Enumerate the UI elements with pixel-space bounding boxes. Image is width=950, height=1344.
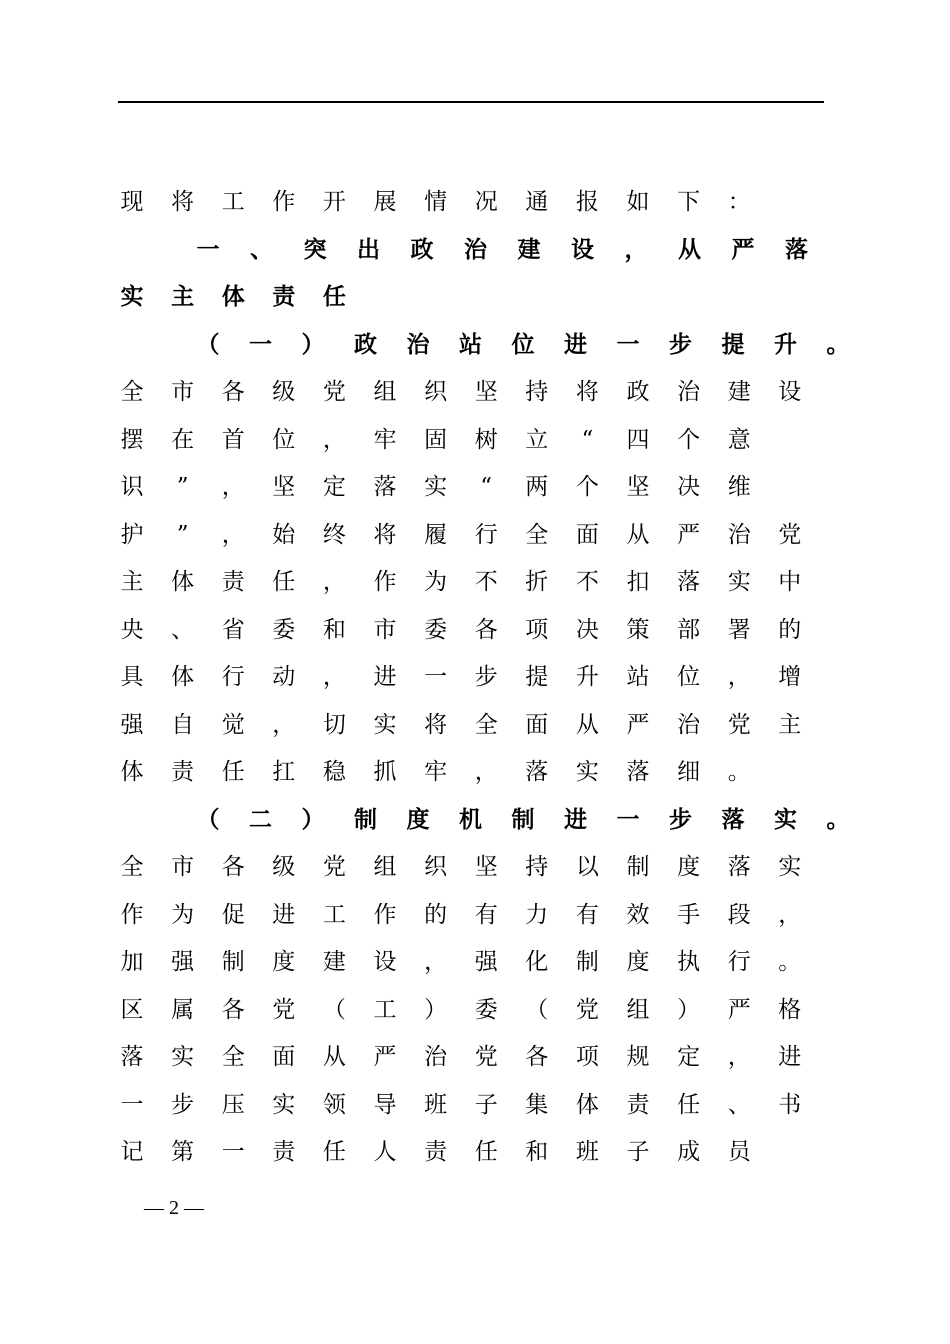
glyph: 维: [727, 474, 751, 500]
glyph: 履: [424, 521, 448, 548]
glyph: 化: [525, 949, 549, 975]
glyph: 首: [221, 426, 245, 453]
glyph: 党: [322, 379, 346, 405]
glyph: 扣: [626, 569, 650, 595]
glyph: 为: [171, 901, 195, 928]
glyph: 央: [120, 616, 144, 643]
glyph: 党: [322, 854, 346, 880]
glyph: 强: [120, 711, 144, 738]
glyph: 始: [272, 521, 296, 548]
glyph: 第: [171, 1139, 195, 1165]
glyph: ，: [778, 901, 802, 928]
glyph: 两: [525, 474, 549, 500]
section-heading-line: [0, 277, 950, 317]
glyph: 提: [525, 664, 549, 690]
glyph: “: [581, 426, 594, 453]
glyph: 落: [120, 1044, 144, 1070]
glyph: 进: [564, 330, 587, 358]
glyph: 步: [669, 330, 692, 358]
glyph: 实: [774, 805, 797, 833]
glyph: 一: [616, 805, 640, 833]
glyph: 党: [778, 521, 802, 548]
glyph: 将: [373, 521, 397, 548]
glyph: 不: [474, 569, 498, 595]
glyph: 、: [171, 616, 195, 643]
glyph: 扛: [272, 759, 296, 785]
glyph: 。: [826, 805, 850, 833]
glyph: 班: [575, 1139, 599, 1165]
glyph: 折: [525, 569, 549, 595]
glyph: 持: [525, 379, 549, 405]
glyph: 和: [525, 1139, 549, 1165]
subheading-line: [0, 325, 950, 365]
glyph: 班: [424, 1091, 448, 1118]
glyph: 书: [778, 1091, 802, 1118]
glyph: 设: [373, 949, 397, 975]
glyph: 升: [774, 330, 797, 358]
glyph: 度: [272, 949, 296, 975]
glyph: 从: [575, 711, 599, 738]
glyph: 力: [525, 901, 549, 928]
glyph: 位: [677, 664, 701, 690]
glyph: 效: [626, 901, 650, 928]
glyph: 步: [474, 664, 498, 690]
glyph: 通: [525, 189, 549, 215]
glyph: 全: [525, 521, 549, 548]
glyph: 实: [272, 1091, 296, 1118]
glyph: 体: [120, 759, 144, 785]
glyph: ”: [176, 474, 189, 500]
glyph: 度: [626, 949, 650, 975]
glyph: 落: [626, 759, 650, 785]
glyph: 委: [272, 616, 296, 643]
glyph: 各: [221, 854, 245, 880]
glyph: 将: [424, 711, 448, 738]
glyph: 部: [677, 616, 701, 643]
glyph: 现: [120, 189, 144, 215]
glyph: 位: [511, 330, 535, 358]
glyph: 领: [322, 1091, 346, 1118]
glyph: 市: [373, 616, 397, 643]
glyph: 级: [272, 379, 296, 405]
glyph: 党: [474, 1044, 498, 1070]
glyph: 站: [626, 664, 650, 690]
glyph: 强: [474, 949, 498, 975]
glyph: 区: [120, 996, 144, 1023]
glyph: 的: [424, 901, 448, 928]
glyph: 各: [221, 379, 245, 405]
glyph: 落: [677, 569, 701, 595]
glyph: 突: [303, 235, 327, 263]
glyph: 实: [727, 569, 751, 595]
glyph: 情: [424, 189, 448, 215]
glyph: 度: [677, 854, 701, 880]
glyph: 政: [626, 379, 650, 405]
glyph: 意: [727, 426, 751, 453]
glyph: 主: [171, 283, 195, 310]
glyph: 格: [778, 996, 802, 1023]
glyph: 以: [575, 854, 599, 880]
paragraph-line: [0, 420, 950, 460]
section-heading-line: [0, 230, 950, 270]
glyph: 细: [677, 759, 701, 785]
glyph: 况: [474, 189, 498, 215]
glyph: 体: [575, 1091, 599, 1118]
glyph: 各: [221, 996, 245, 1023]
glyph: 进: [778, 1044, 802, 1070]
glyph: 建: [517, 235, 541, 263]
glyph: 位: [272, 426, 296, 453]
glyph: 有: [474, 901, 498, 928]
glyph: ，: [221, 474, 245, 500]
glyph: ，: [624, 235, 648, 263]
glyph: 实: [373, 711, 397, 738]
glyph: 度: [406, 805, 430, 833]
glyph: 治: [424, 1044, 448, 1070]
glyph: ，: [221, 521, 245, 548]
glyph: 任: [221, 759, 245, 785]
paragraph-line: [0, 990, 950, 1030]
glyph: 属: [171, 996, 195, 1023]
glyph: 坚: [474, 379, 498, 405]
glyph: 树: [474, 426, 498, 453]
glyph: 市: [171, 854, 195, 880]
glyph: 全: [221, 1044, 245, 1070]
paragraph-line: [0, 467, 950, 507]
glyph: ）: [677, 996, 701, 1023]
glyph: 严: [731, 235, 755, 263]
glyph: ，: [322, 569, 346, 595]
glyph: 实: [778, 854, 802, 880]
glyph: 署: [727, 616, 751, 643]
glyph: 展: [373, 189, 397, 215]
paragraph-line: [0, 895, 950, 935]
glyph: 、: [727, 1091, 751, 1118]
glyph: 任: [272, 569, 296, 595]
glyph: 全: [120, 854, 144, 880]
glyph: 成: [677, 1139, 701, 1165]
glyph: 。: [727, 759, 751, 785]
glyph: 省: [221, 616, 245, 643]
glyph: 实: [575, 759, 599, 785]
glyph: 摆: [120, 426, 144, 453]
glyph: 进: [373, 664, 397, 690]
glyph: 出: [357, 235, 380, 263]
glyph: 四: [626, 426, 650, 453]
glyph: ，: [322, 426, 346, 453]
glyph: ”: [176, 521, 189, 548]
glyph: 员: [727, 1139, 751, 1165]
glyph: 实: [120, 283, 144, 310]
glyph: 的: [778, 616, 802, 643]
glyph: 一: [424, 664, 448, 690]
glyph: 稳: [322, 759, 346, 785]
glyph: 组: [626, 996, 650, 1023]
glyph: 抓: [373, 759, 397, 785]
glyph: 制: [575, 949, 599, 975]
glyph: 党: [575, 996, 599, 1023]
glyph: 严: [626, 711, 650, 738]
glyph: 治: [464, 235, 487, 263]
glyph: 牢: [373, 426, 397, 453]
glyph: 规: [626, 1044, 650, 1070]
glyph: 作: [373, 569, 397, 595]
glyph: 切: [322, 711, 346, 738]
glyph: 二: [249, 805, 272, 833]
glyph: 体: [171, 664, 195, 690]
paragraph-line: [0, 942, 950, 982]
glyph: 压: [221, 1091, 245, 1118]
glyph: 落: [785, 235, 808, 263]
glyph: 记: [120, 1139, 144, 1165]
glyph: 责: [272, 283, 296, 310]
glyph: 定: [322, 474, 346, 500]
glyph: 落: [721, 805, 745, 833]
page-number: — 2 —: [144, 1197, 204, 1219]
glyph: 责: [221, 569, 245, 595]
glyph: 提: [721, 330, 745, 358]
glyph: 在: [171, 426, 195, 453]
glyph: 人: [373, 1139, 397, 1165]
glyph: 责: [272, 1139, 296, 1165]
glyph: 责: [424, 1139, 448, 1165]
paragraph-line: [0, 1085, 950, 1125]
glyph: 行: [221, 664, 245, 690]
glyph: 报: [575, 189, 599, 215]
glyph: 增: [778, 664, 802, 690]
glyph: 手: [677, 901, 701, 928]
glyph: 决: [677, 474, 701, 500]
glyph: （: [322, 996, 346, 1023]
glyph: 党: [272, 996, 296, 1023]
glyph: 强: [171, 949, 195, 975]
glyph: 组: [373, 854, 397, 880]
glyph: 任: [677, 1091, 701, 1118]
glyph: 定: [677, 1044, 701, 1070]
glyph: ）: [301, 330, 325, 358]
glyph: 制: [626, 854, 650, 880]
paragraph-line: [0, 752, 950, 792]
glyph: 坚: [272, 474, 296, 500]
glyph: 动: [272, 664, 296, 690]
glyph: 各: [525, 1044, 549, 1070]
glyph: 作: [120, 901, 144, 928]
glyph: 工: [322, 901, 346, 928]
glyph: 作: [373, 901, 397, 928]
glyph: 责: [626, 1091, 650, 1118]
glyph: 面: [272, 1044, 296, 1070]
glyph: 一: [616, 330, 640, 358]
glyph: 机: [459, 805, 482, 833]
glyph: 织: [424, 379, 448, 405]
glyph: 开: [322, 189, 346, 215]
glyph: 制: [221, 949, 245, 975]
glyph: 站: [459, 330, 482, 358]
glyph: ：: [727, 189, 751, 215]
glyph: 政: [410, 235, 434, 263]
glyph: 行: [474, 521, 498, 548]
glyph: 升: [575, 664, 599, 690]
glyph: 子: [474, 1091, 498, 1118]
glyph: 一: [249, 330, 272, 358]
glyph: ，: [322, 664, 346, 690]
glyph: 终: [322, 521, 346, 548]
glyph: 子: [626, 1139, 650, 1165]
glyph: 制: [511, 805, 535, 833]
glyph: 进: [564, 805, 587, 833]
glyph: ，: [727, 664, 751, 690]
glyph: 任: [474, 1139, 498, 1165]
glyph: ，: [474, 759, 498, 785]
glyph: 。: [778, 949, 802, 975]
glyph: 不: [575, 569, 599, 595]
glyph: 有: [575, 901, 599, 928]
glyph: ，: [727, 1044, 751, 1070]
glyph: 落: [727, 854, 751, 880]
glyph: 任: [322, 283, 346, 310]
glyph: 一: [120, 1091, 144, 1118]
glyph: 下: [677, 189, 701, 215]
glyph: 面: [575, 521, 599, 548]
glyph: 责: [171, 759, 195, 785]
glyph: 策: [626, 616, 650, 643]
glyph: （: [196, 330, 220, 358]
glyph: 护: [120, 521, 144, 548]
paragraph-line: [0, 515, 950, 555]
glyph: 治: [677, 711, 701, 738]
glyph: 一: [221, 1139, 245, 1165]
glyph: 。: [826, 330, 850, 358]
glyph: 决: [575, 616, 599, 643]
glyph: 织: [424, 854, 448, 880]
glyph: 全: [120, 379, 144, 405]
glyph: 制: [354, 805, 377, 833]
glyph: 治: [727, 521, 751, 548]
paragraph-line: [0, 705, 950, 745]
glyph: 委: [474, 996, 498, 1023]
glyph: 个: [575, 474, 599, 500]
glyph: 全: [474, 711, 498, 738]
glyph: 落: [373, 474, 397, 500]
glyph: 识: [120, 474, 144, 500]
glyph: 进: [272, 901, 296, 928]
glyph: 步: [669, 805, 692, 833]
glyph: 治: [406, 330, 430, 358]
paragraph-line: [0, 847, 950, 887]
glyph: 坚: [474, 854, 498, 880]
glyph: 主: [778, 711, 802, 738]
glyph: 项: [575, 1044, 599, 1070]
glyph: 持: [525, 854, 549, 880]
glyph: 段: [727, 901, 751, 928]
glyph: 一: [196, 235, 220, 263]
glyph: 、: [250, 235, 273, 263]
glyph: （: [196, 805, 220, 833]
paragraph-line: [0, 657, 950, 697]
glyph: 委: [424, 616, 448, 643]
glyph: 市: [171, 379, 195, 405]
glyph: 自: [171, 711, 195, 738]
glyph: ，: [424, 949, 448, 975]
glyph: 体: [221, 283, 245, 310]
glyph: ）: [301, 805, 325, 833]
glyph: 作: [272, 189, 296, 215]
glyph: 严: [373, 1044, 397, 1070]
glyph: 级: [272, 854, 296, 880]
glyph: 将: [575, 379, 599, 405]
glyph: 严: [727, 996, 751, 1023]
glyph: 组: [373, 379, 397, 405]
glyph: ，: [272, 711, 296, 738]
subheading-line: [0, 800, 950, 840]
glyph: 治: [677, 379, 701, 405]
glyph: 各: [474, 616, 498, 643]
paragraph-line: [0, 562, 950, 602]
glyph: 主: [120, 569, 144, 595]
glyph: 导: [373, 1091, 397, 1118]
glyph: 牢: [424, 759, 448, 785]
glyph: 面: [525, 711, 549, 738]
glyph: 具: [120, 664, 144, 690]
glyph: （: [525, 996, 549, 1023]
glyph: 个: [677, 426, 701, 453]
glyph: 将: [171, 189, 195, 215]
glyph: 行: [727, 949, 751, 975]
glyph: 任: [322, 1139, 346, 1165]
glyph: 如: [626, 189, 650, 215]
glyph: 从: [626, 521, 650, 548]
glyph: 党: [727, 711, 751, 738]
glyph: “: [480, 474, 493, 500]
glyph: 实: [171, 1044, 195, 1070]
glyph: 落: [525, 759, 549, 785]
glyph: 坚: [626, 474, 650, 500]
paragraph-line: [0, 372, 950, 412]
glyph: 加: [120, 949, 144, 975]
paragraph-line: [0, 1037, 950, 1077]
glyph: 立: [525, 426, 549, 453]
glyph: ）: [424, 996, 448, 1023]
glyph: 严: [677, 521, 701, 548]
glyph: 项: [525, 616, 549, 643]
glyph: 为: [424, 569, 448, 595]
glyph: 从: [678, 235, 701, 263]
glyph: 工: [221, 189, 245, 215]
paragraph-line: [0, 1132, 950, 1172]
glyph: 固: [424, 426, 448, 453]
glyph: 工: [373, 996, 397, 1023]
glyph: 设: [778, 379, 802, 405]
paragraph-line: [0, 182, 950, 222]
glyph: 集: [525, 1091, 549, 1118]
glyph: 从: [322, 1044, 346, 1070]
glyph: 觉: [221, 711, 245, 738]
glyph: 实: [424, 474, 448, 500]
glyph: 建: [322, 949, 346, 975]
header-rule: [118, 101, 824, 103]
glyph: 建: [727, 379, 751, 405]
glyph: 步: [171, 1091, 195, 1118]
glyph: 和: [322, 616, 346, 643]
glyph: 政: [354, 330, 377, 358]
glyph: 设: [571, 235, 594, 263]
glyph: 执: [677, 949, 701, 975]
glyph: 促: [221, 901, 245, 928]
paragraph-line: [0, 610, 950, 650]
glyph: 体: [171, 569, 195, 595]
glyph: 中: [778, 569, 802, 595]
